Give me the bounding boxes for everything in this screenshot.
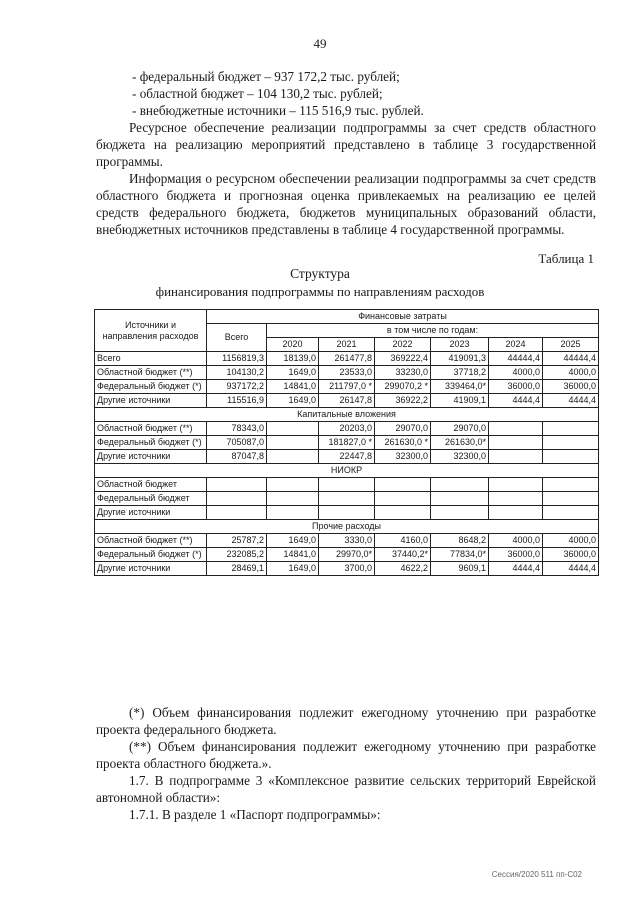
table-section-row <box>95 408 599 422</box>
row-label: Федеральный бюджет (*) <box>95 436 207 450</box>
row-label: Другие источники <box>95 562 207 576</box>
cell-year-value: 4622,2 <box>375 562 431 576</box>
cell-year-value <box>319 478 375 492</box>
cell-year-value <box>375 506 431 520</box>
cell-year-value: 4000,0 <box>543 534 599 548</box>
cell-total <box>207 478 267 492</box>
cell-year-value <box>489 478 543 492</box>
cell-year-value: 299070,2 * <box>375 380 431 394</box>
cell-year-value <box>267 450 319 464</box>
cell-year-value: 4160,0 <box>375 534 431 548</box>
item-1-7-1: 1.7.1. В разделе 1 «Паспорт подпрограммы»: <box>129 807 381 822</box>
header-year: 2020 <box>267 338 319 352</box>
header-year: 2022 <box>375 338 431 352</box>
bullet-federal: - федеральный бюджет – 937 172,2 тыс. рублей; <box>132 69 400 84</box>
cell-year-value: 4444,4 <box>489 394 543 408</box>
cell-year-value: 1649,0 <box>267 562 319 576</box>
cell-year-value <box>267 436 319 450</box>
cell-year-value: 1649,0 <box>267 534 319 548</box>
cell-year-value <box>375 492 431 506</box>
cell-year-value: 26147,8 <box>319 394 375 408</box>
bullet-regional: - областной бюджет – 104 130,2 тыс. рублей; <box>132 86 383 101</box>
note-regional: (**) Объем финансирования подлежит ежегодному уточнению при разработке проекта областного бюджета.». <box>96 739 596 771</box>
cell-year-value <box>489 492 543 506</box>
row-label: Другие источники <box>95 506 207 520</box>
cell-year-value: 32300,0 <box>431 450 489 464</box>
table-row <box>95 506 599 520</box>
table-body <box>95 352 599 576</box>
cell-year-value: 369222,4 <box>375 352 431 366</box>
cell-year-value: 181827,0 * <box>319 436 375 450</box>
paragraph-resource: Ресурсное обеспечение реализации подпрограммы за счет средств областного бюджета на реализацию мероприятий представлено в таблице 3 государственной программы. <box>96 120 596 169</box>
cell-total: 232085,2 <box>207 548 267 562</box>
footer-stamp: Сессия/2020 511 пп-С02 <box>491 870 582 879</box>
table-row <box>95 450 599 464</box>
cell-year-value: 339464,0* <box>431 380 489 394</box>
table-section-row <box>95 464 599 478</box>
header-year: 2021 <box>319 338 375 352</box>
cell-year-value <box>267 478 319 492</box>
table-subtitle: финансирования подпрограммы по направлениям расходов <box>155 284 485 299</box>
cell-year-value: 1649,0 <box>267 366 319 380</box>
section-heading: НИОКР <box>95 464 599 478</box>
cell-year-value <box>543 422 599 436</box>
cell-year-value <box>319 506 375 520</box>
cell-year-value <box>267 492 319 506</box>
cell-year-value <box>431 506 489 520</box>
cell-year-value: 36000,0 <box>543 380 599 394</box>
cell-year-value: 261630,0* <box>431 436 489 450</box>
cell-year-value: 3330,0 <box>319 534 375 548</box>
cell-year-value: 9609,1 <box>431 562 489 576</box>
cell-year-value: 14841,0 <box>267 380 319 394</box>
table-row <box>95 562 599 576</box>
header-year: 2025 <box>543 338 599 352</box>
row-label: Федеральный бюджет <box>95 492 207 506</box>
header-total: Всего <box>207 324 267 352</box>
cell-year-value: 4000,0 <box>489 366 543 380</box>
cell-year-value: 36922,2 <box>375 394 431 408</box>
header-sources: Источники и направления расходов <box>95 310 207 352</box>
header-by-years: в том числе по годам: <box>267 324 599 338</box>
row-label: Всего <box>95 352 207 366</box>
section-heading: Капитальные вложения <box>95 408 599 422</box>
cell-total: 28469,1 <box>207 562 267 576</box>
cell-year-value <box>267 506 319 520</box>
cell-year-value: 4444,4 <box>543 562 599 576</box>
table-row <box>95 366 599 380</box>
cell-year-value <box>489 506 543 520</box>
cell-year-value: 4000,0 <box>489 534 543 548</box>
cell-total <box>207 506 267 520</box>
cell-total: 25787,2 <box>207 534 267 548</box>
cell-year-value <box>489 422 543 436</box>
cell-total: 937172,2 <box>207 380 267 394</box>
table-row <box>95 534 599 548</box>
cell-year-value: 29070,0 <box>375 422 431 436</box>
row-label: Областной бюджет <box>95 478 207 492</box>
header-fin-costs: Финансовые затраты <box>207 310 599 324</box>
cell-year-value: 36000,0 <box>543 548 599 562</box>
cell-year-value: 32300,0 <box>375 450 431 464</box>
cell-year-value: 3700,0 <box>319 562 375 576</box>
cell-year-value: 36000,0 <box>489 548 543 562</box>
row-label: Федеральный бюджет (*) <box>95 548 207 562</box>
item-1-7: 1.7. В подпрограмме 3 «Комплексное развитие сельских территорий Еврейской автономной области»: <box>96 773 596 805</box>
row-label: Другие источники <box>95 394 207 408</box>
table-section-row <box>95 520 599 534</box>
cell-year-value <box>431 492 489 506</box>
cell-total <box>207 492 267 506</box>
cell-year-value: 211797,0 * <box>319 380 375 394</box>
cell-year-value: 4444,4 <box>489 562 543 576</box>
cell-year-value: 41909,1 <box>431 394 489 408</box>
table-row <box>95 380 599 394</box>
cell-year-value: 419091,3 <box>431 352 489 366</box>
cell-year-value <box>375 478 431 492</box>
cell-year-value: 37440,2* <box>375 548 431 562</box>
cell-year-value: 261477,8 <box>319 352 375 366</box>
cell-total: 87047,8 <box>207 450 267 464</box>
row-label: Областной бюджет (**) <box>95 366 207 380</box>
cell-year-value <box>543 450 599 464</box>
cell-total: 1156819,3 <box>207 352 267 366</box>
cell-year-value: 23533,0 <box>319 366 375 380</box>
table-row <box>95 492 599 506</box>
cell-year-value: 4444,4 <box>543 394 599 408</box>
cell-year-value <box>543 492 599 506</box>
cell-year-value: 22447,8 <box>319 450 375 464</box>
table-row <box>95 548 599 562</box>
cell-year-value <box>543 436 599 450</box>
cell-year-value <box>267 422 319 436</box>
cell-year-value: 44444,4 <box>489 352 543 366</box>
financing-table <box>94 309 599 576</box>
table-row <box>95 436 599 450</box>
cell-year-value <box>489 450 543 464</box>
cell-total: 705087,0 <box>207 436 267 450</box>
cell-year-value <box>543 478 599 492</box>
cell-year-value: 18139,0 <box>267 352 319 366</box>
table-title: Структура <box>290 266 350 281</box>
table-label: Таблица 1 <box>538 251 594 266</box>
table-row <box>95 352 599 366</box>
row-label: Областной бюджет (**) <box>95 534 207 548</box>
cell-year-value: 44444,4 <box>543 352 599 366</box>
row-label: Другие источники <box>95 450 207 464</box>
cell-year-value: 77834,0* <box>431 548 489 562</box>
row-label: Областной бюджет (**) <box>95 422 207 436</box>
cell-year-value: 20203,0 <box>319 422 375 436</box>
row-label: Федеральный бюджет (*) <box>95 380 207 394</box>
cell-year-value <box>319 492 375 506</box>
cell-total: 78343,0 <box>207 422 267 436</box>
cell-year-value: 29070,0 <box>431 422 489 436</box>
page-number: 49 <box>313 36 327 51</box>
cell-year-value: 37718,2 <box>431 366 489 380</box>
table-row <box>95 422 599 436</box>
cell-year-value: 14841,0 <box>267 548 319 562</box>
cell-year-value: 33230,0 <box>375 366 431 380</box>
cell-year-value: 29970,0* <box>319 548 375 562</box>
cell-total: 115516,9 <box>207 394 267 408</box>
cell-year-value <box>489 436 543 450</box>
table-row <box>95 478 599 492</box>
paragraph-info: Информация о ресурсном обеспечении реализации подпрограммы за счет средств областного бюджета и прогнозная оценка привлекаемых на реализацию ее целей средств федерального бюджета, бюджетов муниципальных образований области, внебюджетных источников представлены в таблице 4 государственной программы. <box>96 171 596 237</box>
header-year: 2023 <box>431 338 489 352</box>
note-federal: (*) Объем финансирования подлежит ежегодному уточнению при разработке проекта федерального бюджета. <box>96 705 596 737</box>
section-heading: Прочие расходы <box>95 520 599 534</box>
cell-year-value <box>431 478 489 492</box>
cell-year-value: 1649,0 <box>267 394 319 408</box>
cell-year-value: 261630,0 * <box>375 436 431 450</box>
cell-year-value: 8648,2 <box>431 534 489 548</box>
cell-year-value: 36000,0 <box>489 380 543 394</box>
cell-total: 104130,2 <box>207 366 267 380</box>
header-year: 2024 <box>489 338 543 352</box>
cell-year-value <box>543 506 599 520</box>
bullet-extrabudgetary: - внебюджетные источники – 115 516,9 тыс. рублей. <box>132 103 424 118</box>
table-row <box>95 394 599 408</box>
cell-year-value: 4000,0 <box>543 366 599 380</box>
